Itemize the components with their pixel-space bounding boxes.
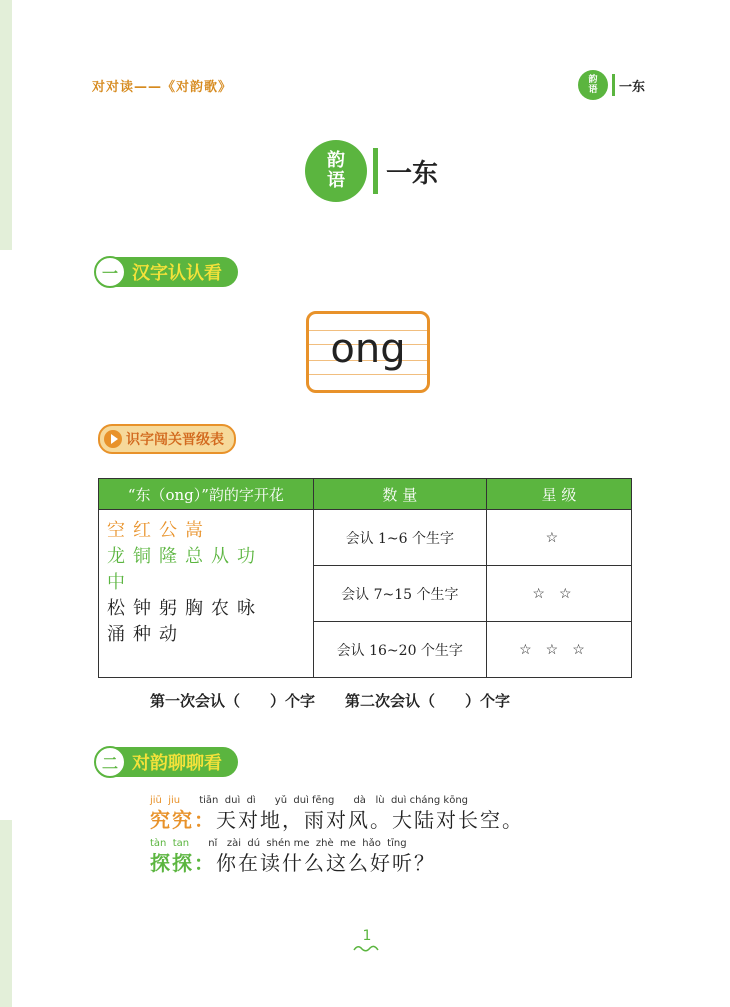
ong-card xyxy=(306,311,430,393)
char-line: 空红公嵩 xyxy=(107,520,211,541)
table-header-row xyxy=(99,479,632,510)
section-header-2 xyxy=(96,745,238,779)
page-ornament-icon xyxy=(352,944,380,954)
running-header-right xyxy=(578,70,645,100)
dialogue-text: 你在读什么这么好听？ xyxy=(216,851,436,875)
header-stars: 星 级 xyxy=(486,479,631,510)
section-pill xyxy=(96,747,238,777)
side-decoration-bottom xyxy=(0,820,12,1007)
count-cell: 会认 7~15 个生字 xyxy=(313,566,486,622)
star-rating-1: ☆ xyxy=(486,510,631,566)
dialogue-text-row xyxy=(150,804,524,833)
char-line: 中 xyxy=(107,572,133,593)
mini-badge-bottom: 语 xyxy=(588,85,598,95)
section-number: 二 xyxy=(94,746,126,778)
char-line: 涌种动 xyxy=(107,624,185,645)
lesson-badge-bottom: 语 xyxy=(327,170,345,191)
pinyin-name: tàn tan xyxy=(150,838,190,849)
char-list-cell xyxy=(99,510,314,678)
running-header-title: 一东 xyxy=(619,79,646,95)
lesson-badge xyxy=(305,140,367,202)
grade-table xyxy=(98,478,632,678)
count-cell: 会认 1~6 个生字 xyxy=(313,510,486,566)
speaker-name: 究究： xyxy=(150,808,216,832)
mini-divider xyxy=(612,74,615,96)
mini-lesson-badge xyxy=(578,70,608,100)
header-count: 数 量 xyxy=(313,479,486,510)
mini-badge-top: 韵 xyxy=(588,75,598,85)
dialogue-text-row xyxy=(150,847,436,876)
section-number: 一 xyxy=(94,256,126,288)
dialogue-line-1 xyxy=(150,795,524,833)
star-rating-2: ☆☆ xyxy=(486,566,631,622)
lesson-badge-top: 韵 xyxy=(327,150,345,171)
pinyin-text: nǐ zài dú shén me zhè me hǎo tīng xyxy=(208,838,407,849)
header-chars: “东（ong）”韵的字开花 xyxy=(99,479,314,510)
pinyin-name: jiū jiu xyxy=(150,795,181,806)
star-rating-3: ☆☆☆ xyxy=(486,622,631,678)
lesson-title: 一东 xyxy=(386,158,439,189)
page-number: 1 xyxy=(362,928,372,944)
count-cell: 会认 16~20 个生字 xyxy=(313,622,486,678)
char-line: 龙铜隆总从功 xyxy=(107,546,263,567)
table-row xyxy=(99,510,632,566)
section-header-1 xyxy=(96,255,238,289)
speaker-name: 探探： xyxy=(150,851,216,875)
section-title: 汉字认认看 xyxy=(132,263,222,284)
play-icon xyxy=(104,430,122,448)
lesson-divider xyxy=(373,148,378,194)
running-header-left: 对对读——《对韵歌》 xyxy=(92,80,233,95)
ong-text: ong xyxy=(330,326,406,372)
dialogue-line-2 xyxy=(150,838,436,876)
lesson-heading xyxy=(305,140,438,202)
char-line: 松钟躬胸农咏 xyxy=(107,598,263,619)
pinyin-text: tiān duì dì yǔ duì fēng dà lù duì cháng kōng xyxy=(199,795,469,806)
dialogue-text: 天对地，雨对风。大陆对长空。 xyxy=(216,808,524,832)
subsection-title: 识字闯关晋级表 xyxy=(126,432,224,448)
section-pill xyxy=(96,257,238,287)
count-line: 第一次会认（ ）个字 第二次会认（ ）个字 xyxy=(150,692,511,710)
side-decoration-top xyxy=(0,0,12,250)
section-title: 对韵聊聊看 xyxy=(132,753,222,774)
subsection-header xyxy=(98,424,236,454)
